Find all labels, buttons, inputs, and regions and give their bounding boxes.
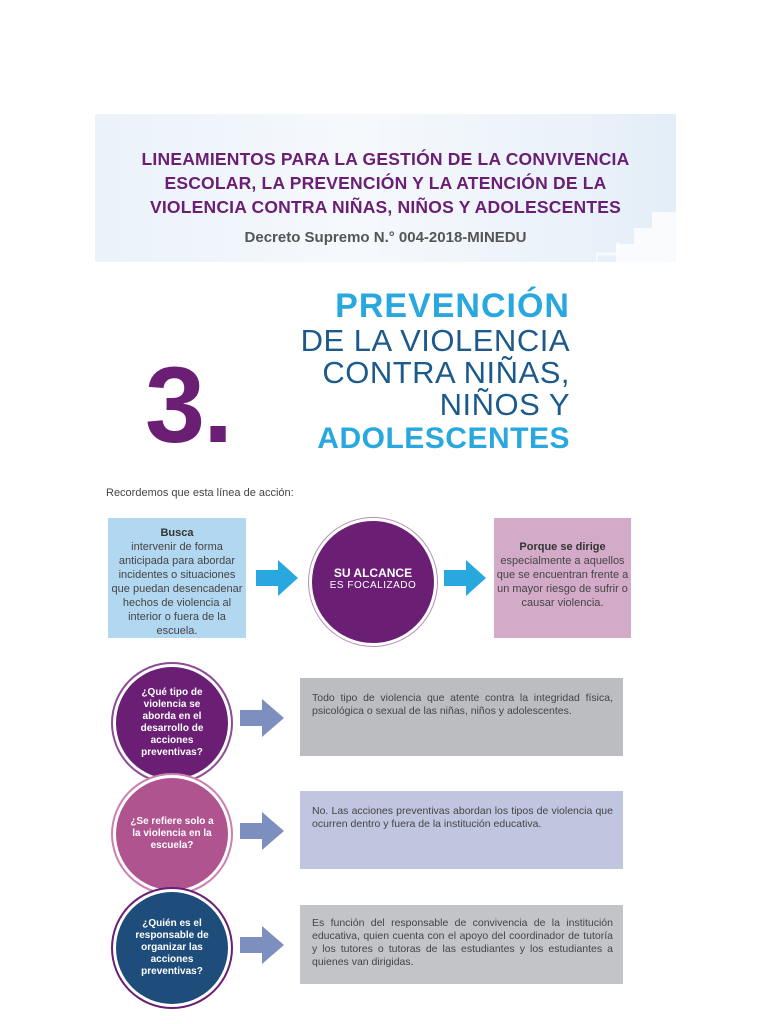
stairs-decoration: [596, 182, 676, 262]
dirige-box: [494, 518, 631, 638]
banner-title-line: LINEAMIENTOS PARA LA GESTIÓN DE LA CONVIVENCIA: [141, 149, 630, 169]
heading-line-adolescentes: ADOLESCENTES: [317, 422, 570, 455]
banner-subtitle: Decreto Supremo N.° 004-2018-MINEDU: [244, 229, 527, 246]
banner-title: [95, 147, 676, 219]
answer-box: Todo tipo de violencia que atente contra la integridad física, psicológica o sexual de las niñas, niños y adolescentes.: [300, 678, 623, 756]
dirige-title: Porque se dirige: [519, 541, 606, 553]
dirige-body: especialmente a aquellos que se encuentran frente a un mayor riesgo de sufrir o causar violencia.: [496, 555, 629, 609]
busca-body: intervenir de forma anticipada para abordar incidentes o situaciones que puedan desencadenar hechos de violencia al interior o fuera de la escuela.: [111, 541, 243, 637]
right-arrow-icon: [240, 810, 284, 852]
busca-box: [108, 518, 246, 638]
right-arrow-icon: [240, 924, 284, 966]
heading-line: CONTRA NIÑAS,: [322, 355, 570, 390]
question-text: ¿Se refiere solo a la violencia en la escuela?: [130, 816, 214, 851]
question-text: ¿Qué tipo de violencia se aborda en el desarrollo de acciones preventivas?: [140, 687, 204, 758]
focalizado-label: ES FOCALIZADO: [329, 580, 417, 591]
heading-line: NIÑOS Y: [439, 387, 570, 422]
alcance-label: SU ALCANCE: [333, 566, 413, 580]
question-circle-responsible: [116, 892, 228, 1004]
answer-box: No. Las acciones preventivas abordan los tipos de violencia que ocurren dentro y fuera de la institución educativa.: [300, 791, 623, 869]
banner-title-line: VIOLENCIA CONTRA NIÑAS, NIÑOS Y ADOLESCENTES: [150, 197, 621, 217]
question-circle-violence-type: [116, 667, 228, 779]
right-arrow-icon: [444, 558, 486, 598]
heading-line: DE LA VIOLENCIA: [300, 323, 570, 358]
busca-title: Busca: [160, 527, 194, 539]
intro-text: Recordemos que esta línea de acción:: [106, 487, 294, 499]
heading-line-prevencion: PREVENCIÓN: [335, 287, 570, 325]
section-heading: [250, 287, 570, 457]
right-arrow-icon: [256, 558, 298, 598]
header-banner: [95, 114, 676, 262]
banner-title-line: ESCOLAR, LA PREVENCIÓN Y LA ATENCIÓN DE LA: [164, 173, 607, 193]
question-circle-school-only: [116, 778, 228, 890]
question-text: ¿Quién es el responsable de organizar las acciones preventivas?: [135, 918, 209, 977]
answer-box: Es función del responsable de convivencia de la institución educativa, quien cuenta con el apoyo del coordinador de tutoría y los tutores o tutoras de las estudiantes y los estudiantes a quienes van dirigidas.: [300, 905, 623, 984]
right-arrow-icon: [240, 697, 284, 739]
section-number: 3.: [145, 344, 232, 465]
alcance-circle: [312, 521, 434, 643]
